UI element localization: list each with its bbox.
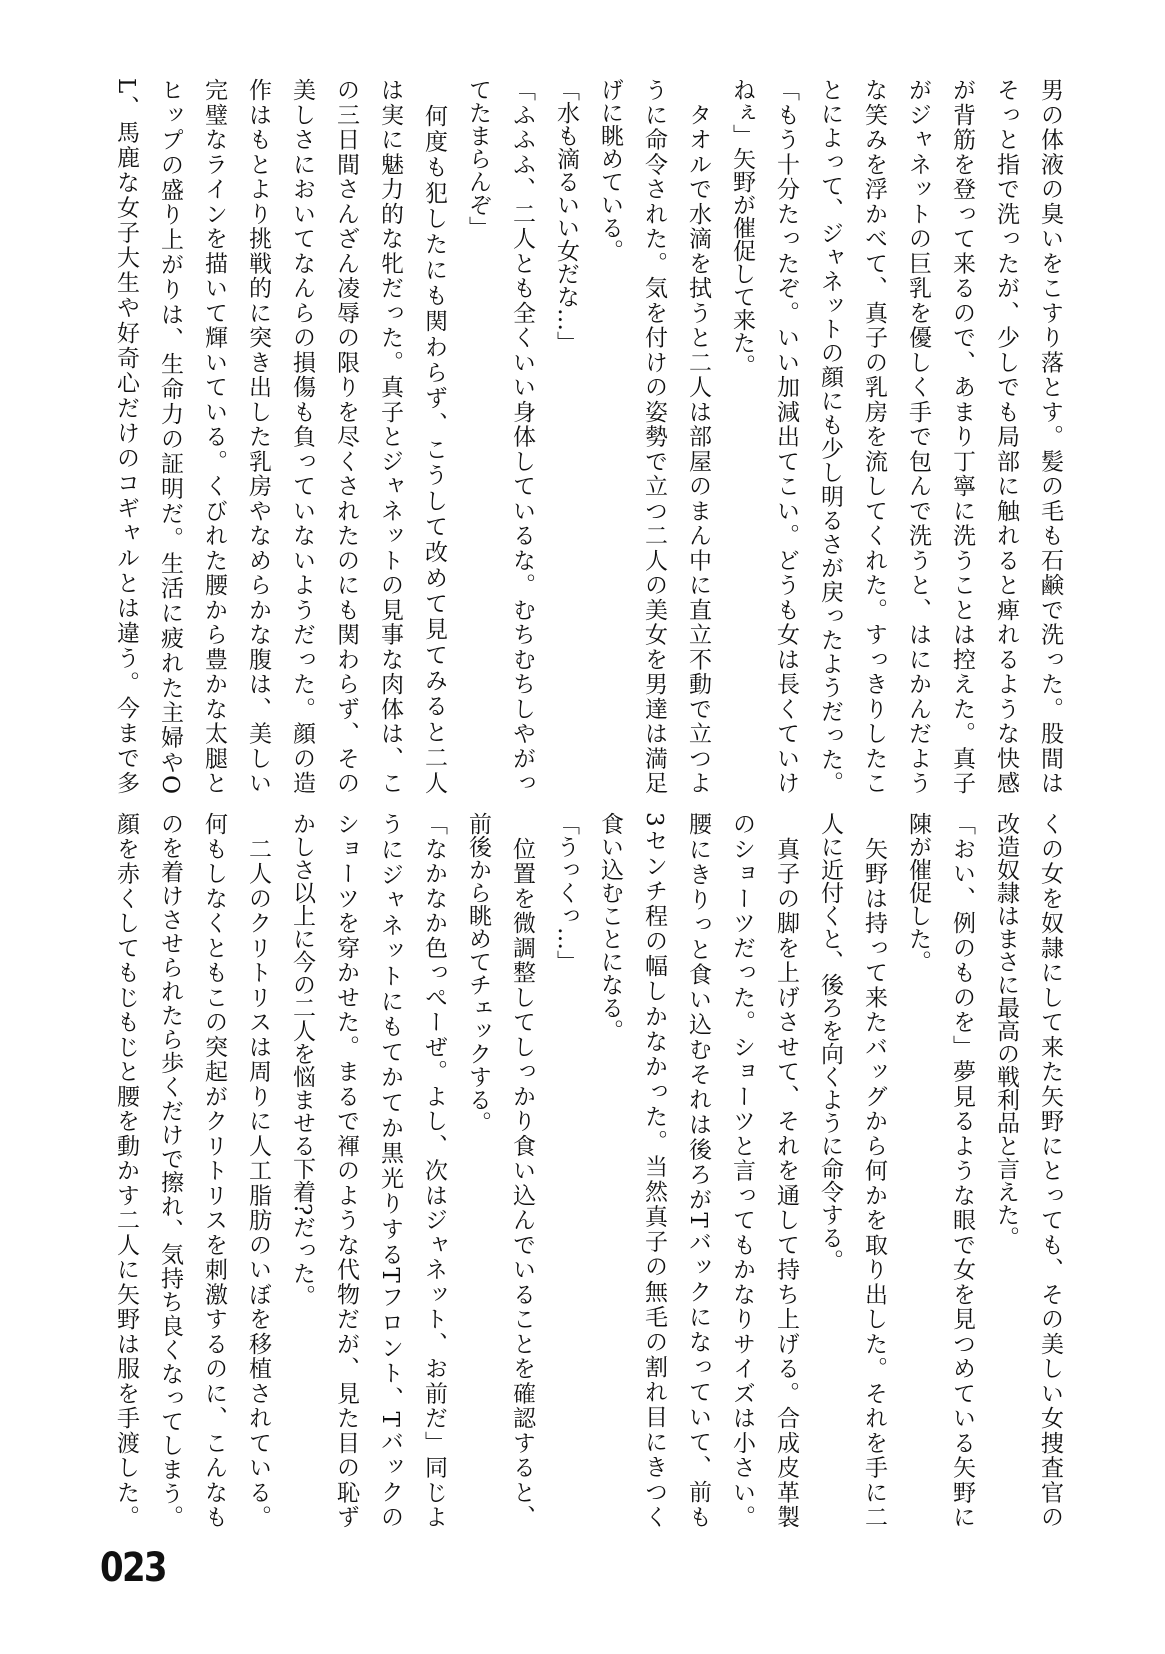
- text-line: 腰にきりっと食い込むそれは後ろがTバックになっていて、前も: [685, 812, 711, 1528]
- text-line: 陳が催促した。: [905, 812, 931, 973]
- text-line: うに命令された。気を付けの姿勢で立つ二人の美女を男達は満足: [641, 78, 667, 794]
- text-line: 作はもとより挑戦的に突き出した乳房やなめらかな腹は、美しい: [245, 78, 271, 794]
- text-line: 「もう十分たったぞ。いい加減出てこい。どうも女は長くていけ: [773, 78, 799, 794]
- text-line: 「なかなか色っぺーぜ。よし、次はジャネット、お前だ」同じよ: [421, 812, 447, 1528]
- text-line: くの女を奴隷にして来た矢野にとっても、その美しい女捜査官の: [1037, 812, 1063, 1528]
- upper-text-block: [92, 78, 1072, 794]
- text-line: 改造奴隷はまさに最高の戦利品と言えた。: [993, 812, 1019, 1249]
- text-line: 3センチ程の幅しかなかった。当然真子の無毛の割れ目にきつく: [641, 812, 667, 1528]
- text-line: 「水も滴るいい女だな…」: [553, 78, 579, 354]
- text-line: 矢野は持って来たバッグから何かを取り出した。それを手に二: [861, 812, 887, 1528]
- text-line: 顔を赤くしてもじもじと腰を動かす二人に矢野は服を手渡した。: [113, 812, 139, 1528]
- text-line: 「うっくっ…」: [553, 812, 579, 973]
- text-line: 完璧なラインを描いて輝いている。くびれた腰から豊かな太腿と: [201, 78, 227, 794]
- text-line: タオルで水滴を拭うと二人は部屋のまん中に直立不動で立つよ: [685, 78, 711, 794]
- text-line: がジャネットの巨乳を優しく手で包んで洗うと、はにかんだよう: [905, 78, 931, 794]
- text-line: 前後から眺めてチェックする。: [465, 812, 491, 1134]
- text-line: 「ふふふ、二人とも全くいい身体しているな。むちむちしやがっ: [509, 78, 535, 794]
- text-line: そっと指で洗ったが、少しでも局部に触れると痺れるような快感: [993, 78, 1019, 794]
- text-line: てたまらんぞ」: [465, 78, 491, 239]
- text-line: ねぇ」矢野が催促して来た。: [729, 78, 755, 377]
- text-line: ヒップの盛り上がりは、生命力の証明だ。生活に疲れた主婦やO: [157, 78, 183, 794]
- text-line: が背筋を登って来るので、あまり丁寧に洗うことは控えた。真子: [949, 78, 975, 794]
- text-line: のを着けさせられたら歩くだけで擦れ、気持ち良くなってしまう。: [157, 812, 183, 1528]
- text-line: 美しさにおいてなんらの損傷も負っていないようだった。顔の造: [289, 78, 315, 794]
- text-line: の三日間さんざん凌辱の限りを尽くされたのにも関わらず、その: [333, 78, 359, 794]
- text-line: ショーツを穿かせた。まるで褌のような代物だが、見た目の恥ず: [333, 812, 359, 1528]
- text-line: L、馬鹿な女子大生や好奇心だけのコギャルとは違う。今まで多: [113, 78, 139, 794]
- text-line: な笑みを浮かべて、真子の乳房を流してくれた。すっきりしたこ: [861, 78, 887, 794]
- text-line: 「おい、例のものを」夢見るような眼で女を見つめている矢野に: [949, 812, 975, 1528]
- page-number: 023: [100, 1545, 166, 1591]
- text-line: 何もしなくともこの突起がクリトリスを刺激するのに、こんなも: [201, 812, 227, 1528]
- text-line: かしさ以上に今の二人を悩ませる下着?だった。: [289, 812, 315, 1308]
- text-line: とによって、ジャネットの顔にも少し明るさが戻ったようだった。: [817, 78, 843, 794]
- text-line: 位置を微調整してしっかり食い込んでいることを確認すると、: [509, 812, 535, 1528]
- text-line: のショーツだった。ショーツと言ってもかなりサイズは小さい。: [729, 812, 755, 1528]
- text-line: 二人のクリトリスは周りに人工脂肪のいぼを移植されている。: [245, 812, 271, 1528]
- text-line: げに眺めている。: [597, 78, 623, 262]
- text-line: 男の体液の臭いをこすり落とす。髪の毛も石鹸で洗った。股間は: [1037, 78, 1063, 794]
- text-line: 何度も犯したにも関わらず、こうして改めて見てみると二人: [421, 78, 447, 794]
- text-line: 食い込むことになる。: [597, 812, 623, 1042]
- text-line: うにジャネットにもてかてか黒光りするTフロント、Tバックの: [377, 812, 403, 1528]
- text-line: 真子の脚を上げさせて、それを通して持ち上げる。合成皮革製: [773, 812, 799, 1528]
- lower-text-block: [92, 812, 1072, 1528]
- text-line: 人に近付くと、後ろを向くように命令する。: [817, 812, 843, 1272]
- text-line: は実に魅力的な牝だった。真子とジャネットの見事な肉体は、こ: [377, 78, 403, 794]
